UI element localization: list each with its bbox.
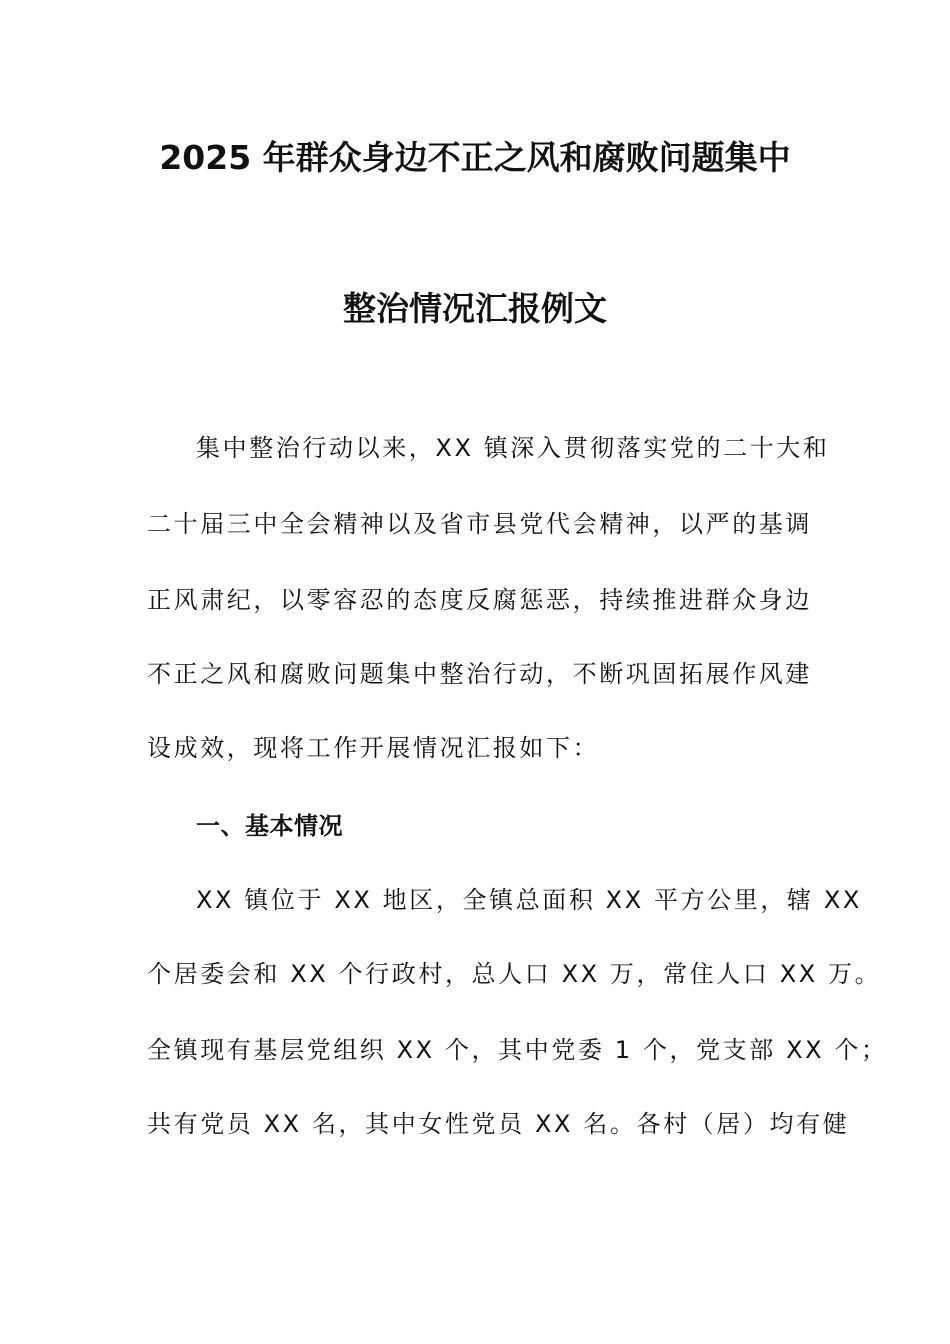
paragraph-line: XX 镇位于 XX 地区，全镇总面积 XX 平方公里，辖 XX [196, 886, 862, 914]
paragraph-line: 共有党员 XX 名，其中女性党员 XX 名。各村（居）均有健 [147, 1110, 850, 1138]
paragraph-line: 集中整治行动以来，XX 镇深入贯彻落实党的二十大和 [196, 434, 830, 462]
paragraph-line: 二十届三中全会精神以及省市县党代会精神，以严的基调 [147, 510, 812, 538]
paragraph-line: 正风肃纪，以零容忍的态度反腐惩恶，持续推进群众身边 [147, 586, 812, 614]
document-title-line-2: 整治情况汇报例文 [343, 289, 607, 328]
document-title-line-1: 2025 年群众身边不正之风和腐败问题集中 [159, 138, 791, 177]
paragraph-line: 不正之风和腐败问题集中整治行动，不断巩固拓展作风建 [147, 660, 812, 688]
paragraph-line: 设成效，现将工作开展情况汇报如下： [147, 734, 600, 762]
paragraph-line: 全镇现有基层党组织 XX 个，其中党委 1 个，党支部 XX 个； [147, 1036, 888, 1064]
section-heading: 一、基本情况 [196, 812, 343, 840]
paragraph-line: 个居委会和 XX 个行政村，总人口 XX 万，常住人口 XX 万。 [147, 960, 882, 988]
